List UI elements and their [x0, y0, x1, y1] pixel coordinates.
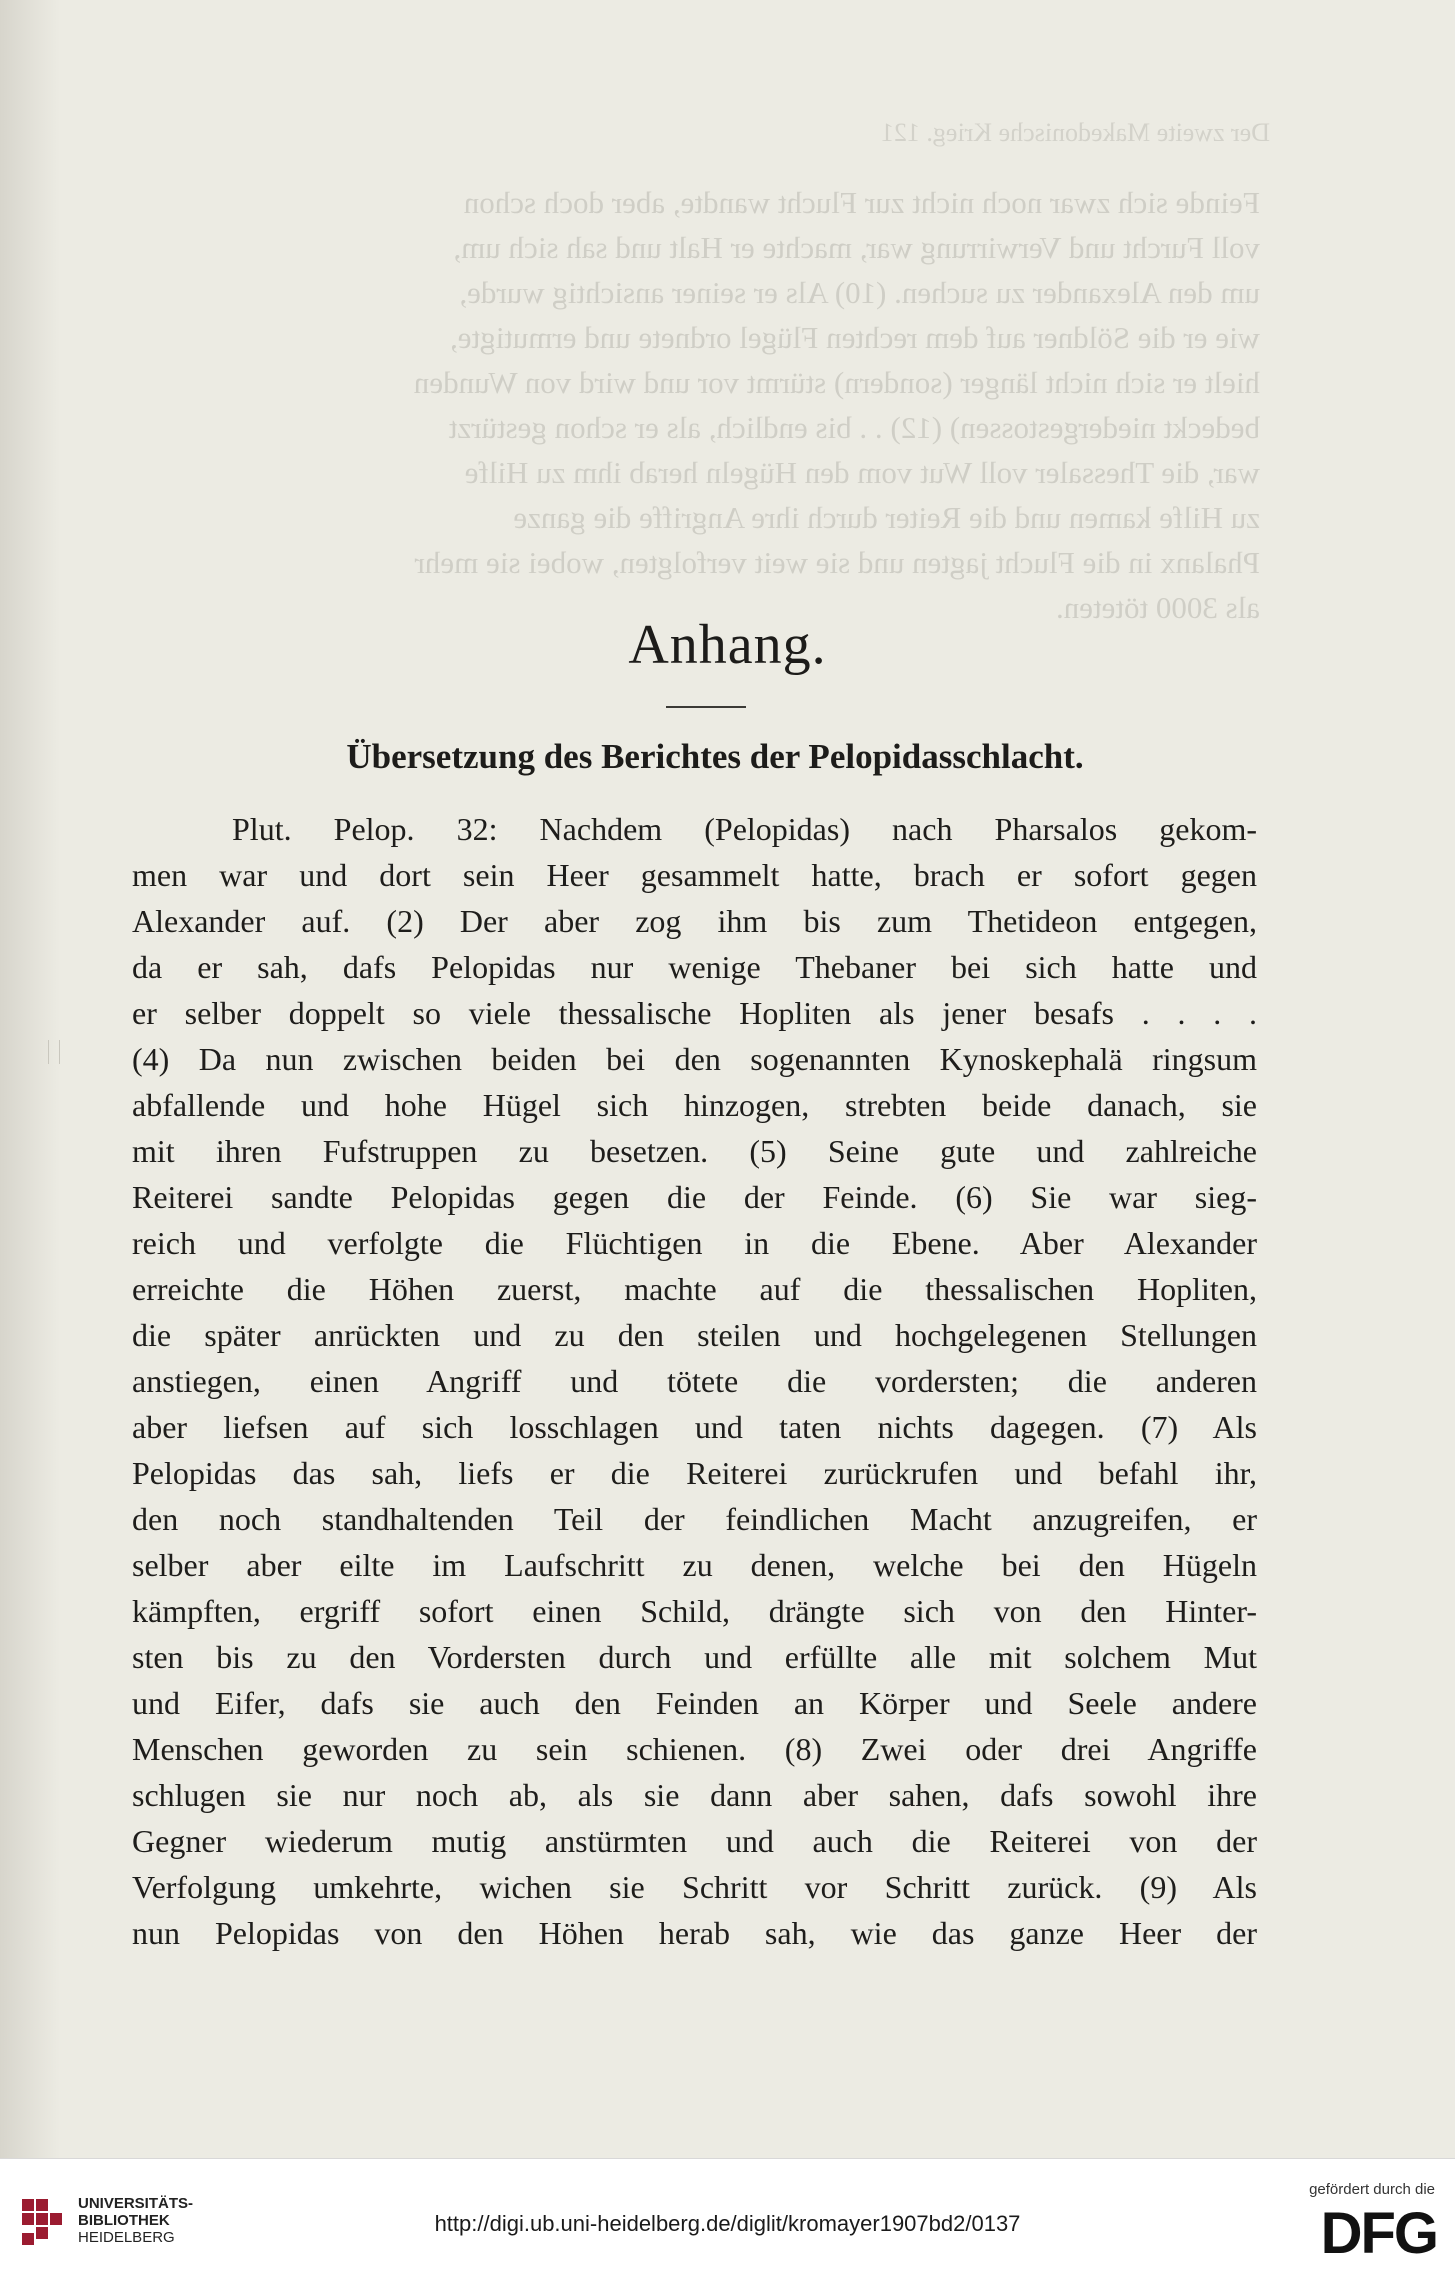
text-line: Pelopidas das sah, liefs er die Reiterei zurückrufen und befahl ihr, — [132, 1455, 1257, 1491]
text-line: erreichte die Höhen zuerst, machte auf die thessalischen Hopliten, — [132, 1271, 1257, 1307]
text-line: (4) Da nun zwischen beiden bei den sogenannten Kynoskephalä ringsum — [132, 1041, 1257, 1077]
text-line: kämpften, ergriff sofort einen Schild, drängte sich von den Hinter- — [132, 1593, 1257, 1629]
bleed-line: bedeckt niedergestossen) (12) . . bis endlich, als er schon gestürzt — [448, 410, 1260, 445]
text-line: anstiegen, einen Angriff und tötete die vordersten; die anderen — [132, 1363, 1257, 1399]
library-name-line: UNIVERSITÄTS- — [78, 2195, 194, 2212]
body-text — [132, 806, 1257, 1956]
bleed-line: hielt er sich nicht länger (sondern) stürmt vor und wird von Wunden — [413, 365, 1260, 400]
bleed-through-header: Der zweite Makedonische Krieg. 121 — [880, 118, 1270, 147]
permalink-url[interactable]: http://digi.ub.uni-heidelberg.de/diglit/kromayer1907bd2/0137 — [434, 2211, 1021, 2236]
margin-mark — [48, 1040, 60, 1064]
heading-rule — [666, 706, 746, 708]
section-heading: Anhang. — [628, 614, 827, 676]
text-line: selber aber eilte im Laufschritt zu denen, welche bei den Hügeln — [132, 1547, 1257, 1583]
text-line: mit ihren Fufstruppen zu besetzen. (5) Seine gute und zahlreiche — [132, 1133, 1257, 1169]
text-line: sten bis zu den Vordersten durch und erfüllte alle mit solchem Mut — [132, 1639, 1257, 1675]
text-line: Verfolgung umkehrte, wichen sie Schritt vor Schritt zurück. (9) Als — [132, 1869, 1257, 1905]
text-line: da er sah, dafs Pelopidas nur wenige Thebaner bei sich hatte und — [132, 949, 1257, 985]
funding-caption: gefördert durch die — [1309, 2181, 1435, 2198]
text-line: Alexander auf. (2) Der aber zog ihm bis zum Thetideon entgegen, — [132, 903, 1257, 939]
bleed-line: zu Hilfe kamen und die Reiter durch ihre Angriffe die ganze — [513, 500, 1260, 535]
text-line: er selber doppelt so viele thessalische Hopliten als jener besafs . . . . — [132, 995, 1257, 1031]
text-line: Plut. Pelop. 32: Nachdem (Pelopidas) nach Pharsalos gekom- — [232, 811, 1257, 847]
text-line: men war und dort sein Heer gesammelt hatte, brach er sofort gegen — [132, 857, 1257, 893]
bleed-line: war, die Thessaler voll Wut vom den Hügeln herab ihm zu Hilfe — [464, 455, 1260, 490]
section-subheading: Übersetzung des Berichtes der Pelopidasschlacht. — [346, 737, 1084, 776]
text-line: aber liefsen auf sich losschlagen und taten nichts dagegen. (7) Als — [132, 1409, 1257, 1445]
bleed-line: Feinde sich zwar noch nicht zur Flucht wandte, aber doch schon — [463, 185, 1260, 220]
bleed-line: um den Alexander zu suchen. (10) Als er seiner ansichtig wurde, — [459, 275, 1260, 310]
bleed-through-text — [130, 180, 1260, 630]
text-line: die später anrückten und zu den steilen und hochgelegenen Stellungen — [132, 1317, 1257, 1353]
library-name-line: BIBLIOTHEK — [78, 2212, 170, 2229]
bleed-line: Phalanx in die Flucht jagten und sie weit verfolgten, wobei sie mehr — [414, 545, 1260, 580]
text-line: nun Pelopidas von den Höhen herab sah, wie das ganze Heer der — [132, 1915, 1257, 1951]
text-line: abfallende und hohe Hügel sich hinzogen, strebten beide danach, sie — [132, 1087, 1257, 1123]
library-name-line: HEIDELBERG — [78, 2229, 175, 2246]
page-gutter-shadow — [0, 0, 60, 2158]
bleed-line: als 3000 töteten. — [1055, 590, 1260, 625]
text-line: reich und verfolgte die Flüchtigen in die Ebene. Aber Alexander — [132, 1225, 1257, 1261]
viewer-footer — [0, 2158, 1455, 2276]
dfg-logo: DFG — [1320, 2201, 1437, 2266]
text-line: und Eifer, dafs sie auch den Feinden an Körper und Seele andere — [132, 1685, 1257, 1721]
text-line: den noch standhaltenden Teil der feindlichen Macht anzugreifen, er — [132, 1501, 1257, 1537]
text-line: Menschen geworden zu sein schienen. (8) Zwei oder drei Angriffe — [132, 1731, 1257, 1767]
text-line: Gegner wiederum mutig anstürmten und auch die Reiterei von der — [132, 1823, 1257, 1859]
bleed-line: wie er die Söldner auf dem rechten Flügel ordnete und ermutigte, — [449, 320, 1260, 355]
text-line: Reiterei sandte Pelopidas gegen die der Feinde. (6) Sie war sieg- — [132, 1179, 1257, 1215]
text-line: schlugen sie nur noch ab, als sie dann aber sahen, dafs sowohl ihre — [132, 1777, 1257, 1813]
bleed-line: voll Furcht und Verwirrung war, machte er Halt und sah sich um, — [453, 230, 1260, 265]
